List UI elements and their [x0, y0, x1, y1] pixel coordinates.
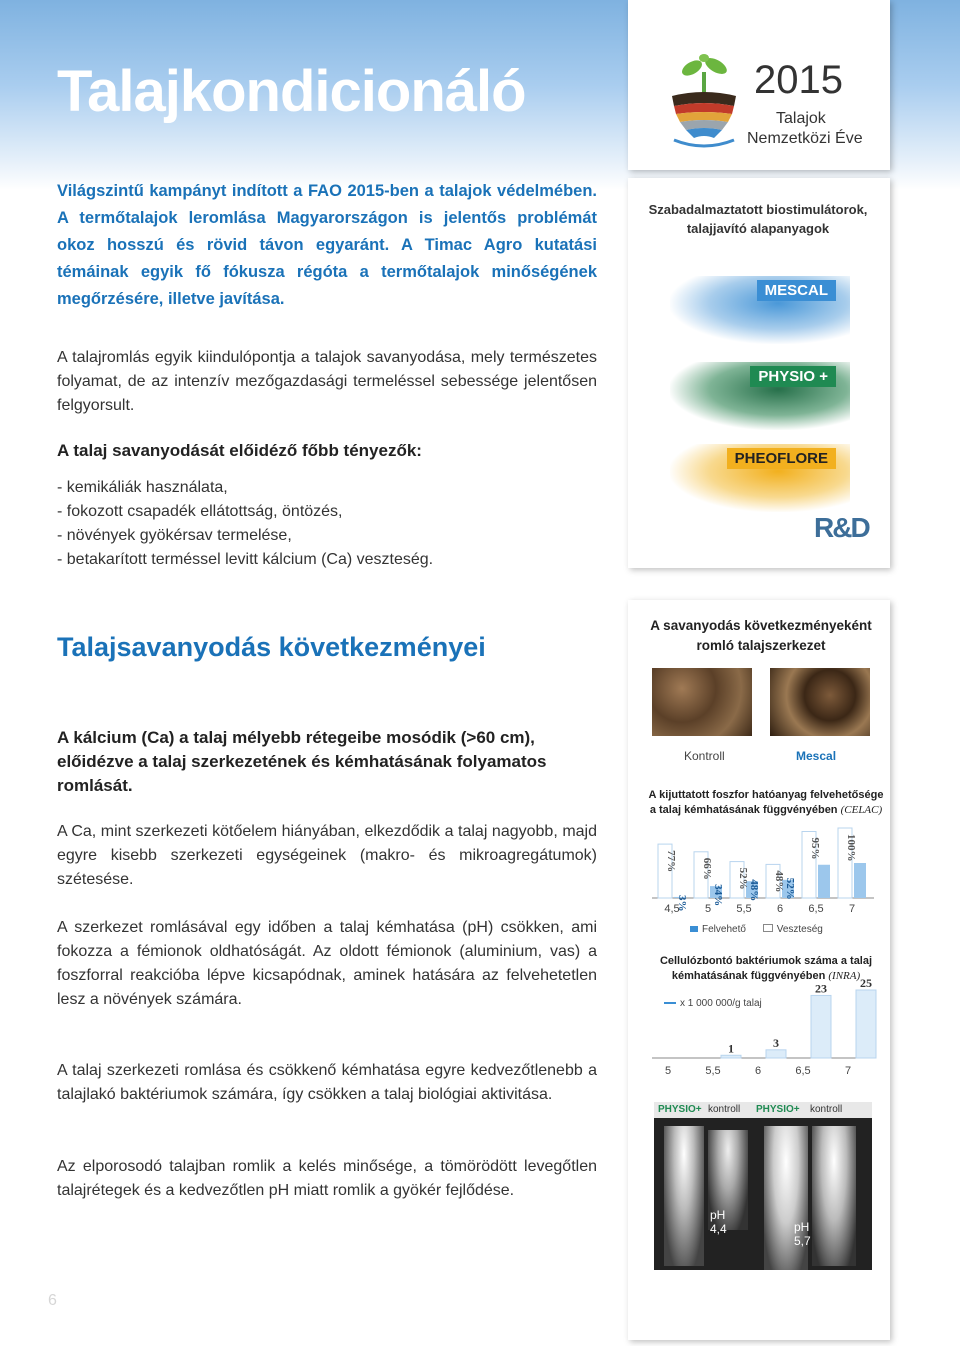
page-number: 6: [48, 1292, 57, 1309]
body-paragraph: A talaj szerkezeti romlása és csökkenő kémhatása egyre kedvezőtlenebb a talajlakó baktériumok számára, így csökken a talaj biológiai aktivitása.: [57, 1062, 597, 1103]
photo-label: kontroll: [810, 1104, 843, 1115]
bar-label-loss: 52%: [737, 867, 749, 890]
product-pheoflore: [670, 444, 850, 512]
bar-label-available: 48%: [748, 879, 760, 902]
bar-value-label: 1: [728, 1041, 734, 1056]
logo-text: Talajok: [776, 110, 826, 127]
bar: [721, 1055, 741, 1058]
panel2-caption: A savanyodás következményeként romló talajszerkezet: [650, 618, 872, 653]
tick-label: 6,5: [795, 1065, 811, 1077]
bar: [811, 995, 831, 1058]
bar-value-label: 23: [815, 981, 827, 996]
tick-label: 6: [776, 903, 784, 915]
tick-label: 7: [844, 1065, 852, 1077]
factors-list: [57, 476, 597, 572]
product-label: MESCAL: [757, 280, 836, 301]
chart2-title: Cellulózbontó baktériumok száma a talaj kémhatásának függvényében (INRA): [659, 955, 873, 982]
tick-label: 5: [704, 903, 712, 915]
bar-label-loss: 95%: [809, 837, 821, 860]
list-item: - növények gyökérsav termelése,: [57, 527, 292, 544]
plant-soil-icon: [664, 54, 744, 154]
section-title: Talajsavanyodás következményei: [57, 632, 486, 662]
soil-label: Kontroll: [684, 749, 725, 763]
calcium-para: A kálcium (Ca) a talaj mélyebb rétegeibe mosódik (>60 cm), előidézve a talaj szerkezetének és kémhatásának folyamatos romlását.: [57, 728, 547, 795]
soil-photo-mescal: [770, 668, 870, 736]
page-title: Talajkondicionáló: [57, 59, 526, 124]
ph-label: pH 4,4: [710, 1208, 727, 1236]
tick-label: 6,5: [808, 903, 824, 915]
root-comparison-photo: [654, 1102, 872, 1270]
bar-label-loss: 66%: [701, 857, 713, 880]
chart1-legend: Felvehető Veszteség: [690, 924, 823, 935]
body-paragraph: Az elporosodó talajban romlik a kelés minősége, a tömörödött levegőtlen talajrétegek és a kedvezőtlen pH miatt romlik a gyökér fejlődése.: [57, 1158, 597, 1199]
intro-text: Világszintű kampányt indított a FAO 2015-ben a talajok védelmében. A termőtalajok leromlása Magyarországon is jelentős problémát okoz hosszú és rövid távon egyaránt. A Timac Agro kutatási témáinak egyik fő fókusza régóta a termőtalajok minőségének megőrzésére, illetve javítása.: [57, 182, 597, 308]
product-mescal: [670, 276, 850, 344]
chart-bacteria: [652, 976, 874, 1080]
bar-value-label: 25: [860, 976, 872, 990]
tick-label: 5,5: [705, 1065, 721, 1077]
bar-label-available: 3%: [676, 894, 688, 912]
product-physio: [670, 362, 850, 430]
list-item: - kemikáliák használata,: [57, 479, 228, 496]
bar-label-loss: 100%: [845, 834, 857, 862]
photo-label: PHYSIO+: [658, 1104, 702, 1115]
logo-year: 2015: [754, 58, 843, 102]
soil-photo-kontroll: [652, 668, 752, 736]
logo-text: Nemzetközi Éve: [747, 130, 863, 147]
factors-heading: A talaj savanyodását előidéző főbb tényezők:: [57, 441, 422, 460]
body-paragraph: A szerkezet romlásával egy időben a talaj kémhatása (pH) csökken, ami fokozza a fémionok oldhatóságát. Az oldott fémionok (aluminium, vas) a foszforral reakcióba lépve kicsapódnak, aminek hatására az felvehetetlen lesz a növények számára.: [57, 919, 597, 1008]
chart-phosphorus: [648, 822, 878, 932]
product-label: PHEOFLORE: [727, 448, 836, 469]
paragraph-acidification: A talajromlás egyik kiindulópontja a talajok savanyodása, mely természetes folyamat, de az intenzív mezőgazdasági termeléssel sebessége jelentősen felgyorsult.: [57, 349, 597, 414]
soil-label: Mescal: [796, 749, 837, 763]
bar-label-loss: 48%: [773, 870, 785, 893]
photo-label: PHYSIO+: [756, 1104, 800, 1115]
body-paragraph: A Ca, mint szerkezeti kötőelem hiányában, elkezdődik a talaj nagyobb, majd egyre kisebb szerkezeti egységeinek (makro- és mikroagregátumok) szétesése.: [57, 823, 597, 888]
tick-label: 5,5: [736, 903, 752, 915]
bar-value-label: 3: [773, 1035, 779, 1050]
photo-label: kontroll: [708, 1104, 741, 1115]
bar-label-loss: 77%: [665, 850, 677, 873]
tick-label: 6: [754, 1065, 762, 1077]
list-item: - betakarított terméssel levitt kálcium (Ca) veszteség.: [57, 551, 434, 568]
bar: [766, 1050, 786, 1058]
rd-logo: R&D: [814, 512, 869, 543]
tick-label: 4,5: [664, 903, 680, 915]
tick-label: 5: [664, 1065, 672, 1077]
bar-label-available: 34%: [712, 884, 724, 907]
products-caption: Szabadalmaztatott biostimulátorok, talajjavító alapanyagok: [648, 202, 868, 236]
chart1-title: A kijuttatott foszfor hatóanyag felvehetősége a talaj kémhatásának függvényében (CELAC): [648, 789, 884, 816]
bar-available: [854, 863, 866, 898]
ph-label: pH 5,7: [794, 1220, 811, 1248]
bar-available: [818, 865, 830, 898]
product-label: PHYSIO +: [750, 366, 836, 387]
tick-label: 7: [848, 903, 856, 915]
chart2-legend: x 1 000 000/g talaj: [664, 998, 762, 1009]
bar-label-available: 52%: [784, 877, 796, 900]
list-item: - fokozott csapadék ellátottság, öntözés,: [57, 503, 343, 520]
bar: [856, 990, 876, 1058]
